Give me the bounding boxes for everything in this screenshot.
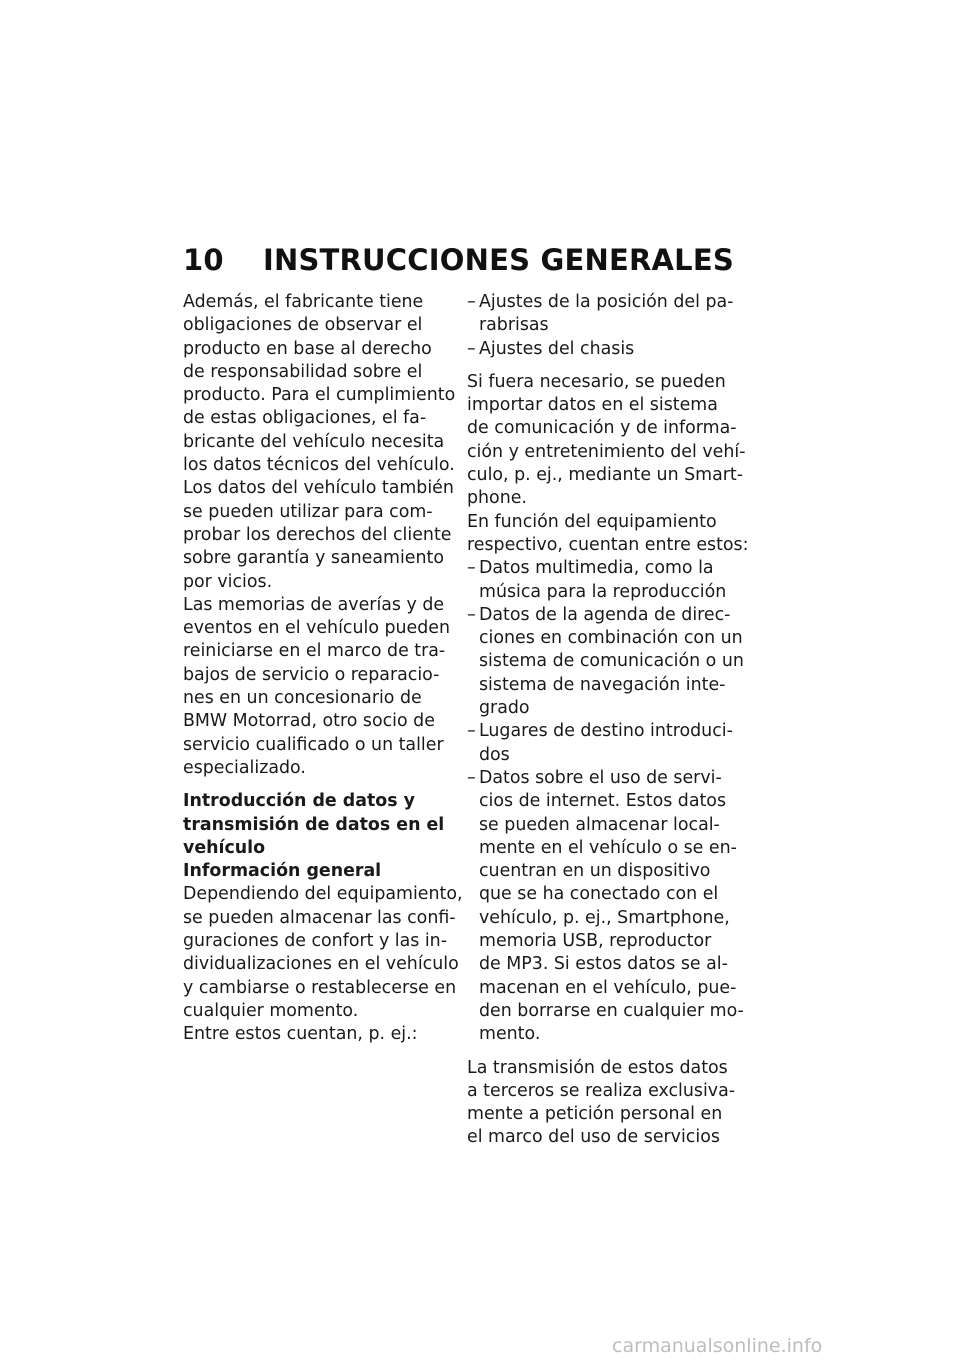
page-header bbox=[183, 240, 783, 280]
paragraph-transmission: La transmisión de estos datos a terceros se realiza exclusiva- mente a petición personal en el marco del uso de servicios bbox=[467, 1057, 736, 1148]
dash-bullet: – bbox=[467, 292, 476, 312]
dash-bullet: – bbox=[467, 604, 476, 625]
paragraph-fault-memories: Las memorias de averías y de eventos en el vehículo pueden reiniciarse en el marco de tra- bajos de servicio o reparacio- nes en un concesionario de BMW Motorrad, otro socio de servicio cualificado o un taller especializado. bbox=[183, 594, 451, 778]
section-heading-data-input: Introducción de datos y transmisión de datos en el vehículo bbox=[183, 791, 445, 858]
dash-bullet: – bbox=[467, 767, 476, 788]
list-item: – Lugares de destino introduci- dos bbox=[467, 721, 733, 765]
paragraph-comfort-settings: Dependiendo del equipamiento, se pueden almacenar las confi- guraciones de confort y las in- dividualizaciones en el vehículo y cambiarse o restablecerse en cualquier momento. bbox=[183, 884, 463, 1021]
chapter-title: INSTRUCCIONES GENERALES bbox=[263, 243, 734, 277]
watermark: carmanualsonline.info bbox=[612, 1335, 823, 1357]
dash-bullet: – bbox=[467, 558, 476, 579]
list-item: – Datos de la agenda de direc- ciones en combinación con un sistema de comunicación o un sistema de navegación inte- grado bbox=[467, 604, 744, 719]
list-item: – Datos multimedia, como la música para la reproducción bbox=[467, 558, 727, 602]
right-column bbox=[467, 291, 749, 1150]
list-item: – Ajustes de la posición del pa- rabrisas bbox=[467, 292, 734, 336]
dash-bullet: – bbox=[467, 721, 476, 742]
data-types-list bbox=[467, 557, 743, 1046]
list-item: – Ajustes del chasis bbox=[467, 338, 743, 361]
dash-bullet: – bbox=[467, 338, 476, 359]
paragraph-import-data: Si fuera necesario, se pueden importar datos en el sistema de comunicación y de informa- ción y entretenimiento del vehí- culo, p. ej., mediante un Smart- phone. bbox=[467, 371, 746, 509]
chapter-number: 10 bbox=[183, 243, 224, 277]
left-column bbox=[183, 291, 463, 1047]
subheading-general-info: Información general bbox=[183, 861, 382, 882]
paragraph-manufacturer-obligations: Además, el fabricante tiene obligaciones de observar el producto en base al derecho de responsabilidad sobre el producto. Para el cumplimiento de estas obligaciones, el fa- bricante del vehículo necesita los datos técnicos del vehículo. Los datos del vehículo también se pueden utilizar para com- probar los derechos del cliente sobre garantía y saneamiento por vicios. bbox=[183, 292, 456, 592]
paragraph-examples-intro: Entre estos cuentan, p. ej.: bbox=[183, 1024, 418, 1045]
paragraph-equipment: En función del equipamiento respectivo, cuentan entre estos: bbox=[467, 511, 749, 555]
settings-list bbox=[467, 291, 743, 361]
list-item: – Datos sobre el uso de servi- cios de internet. Estos datos se pueden almacenar local- mente en el vehículo o se en- cuentran en un dispositivo que se ha conectado con el vehículo, p. ej., Smartphone, memoria USB, reproductor de MP3. Si estos datos se al- macenan en el vehículo, pue- den borrarse en cualquier mo- mento. bbox=[467, 767, 744, 1045]
